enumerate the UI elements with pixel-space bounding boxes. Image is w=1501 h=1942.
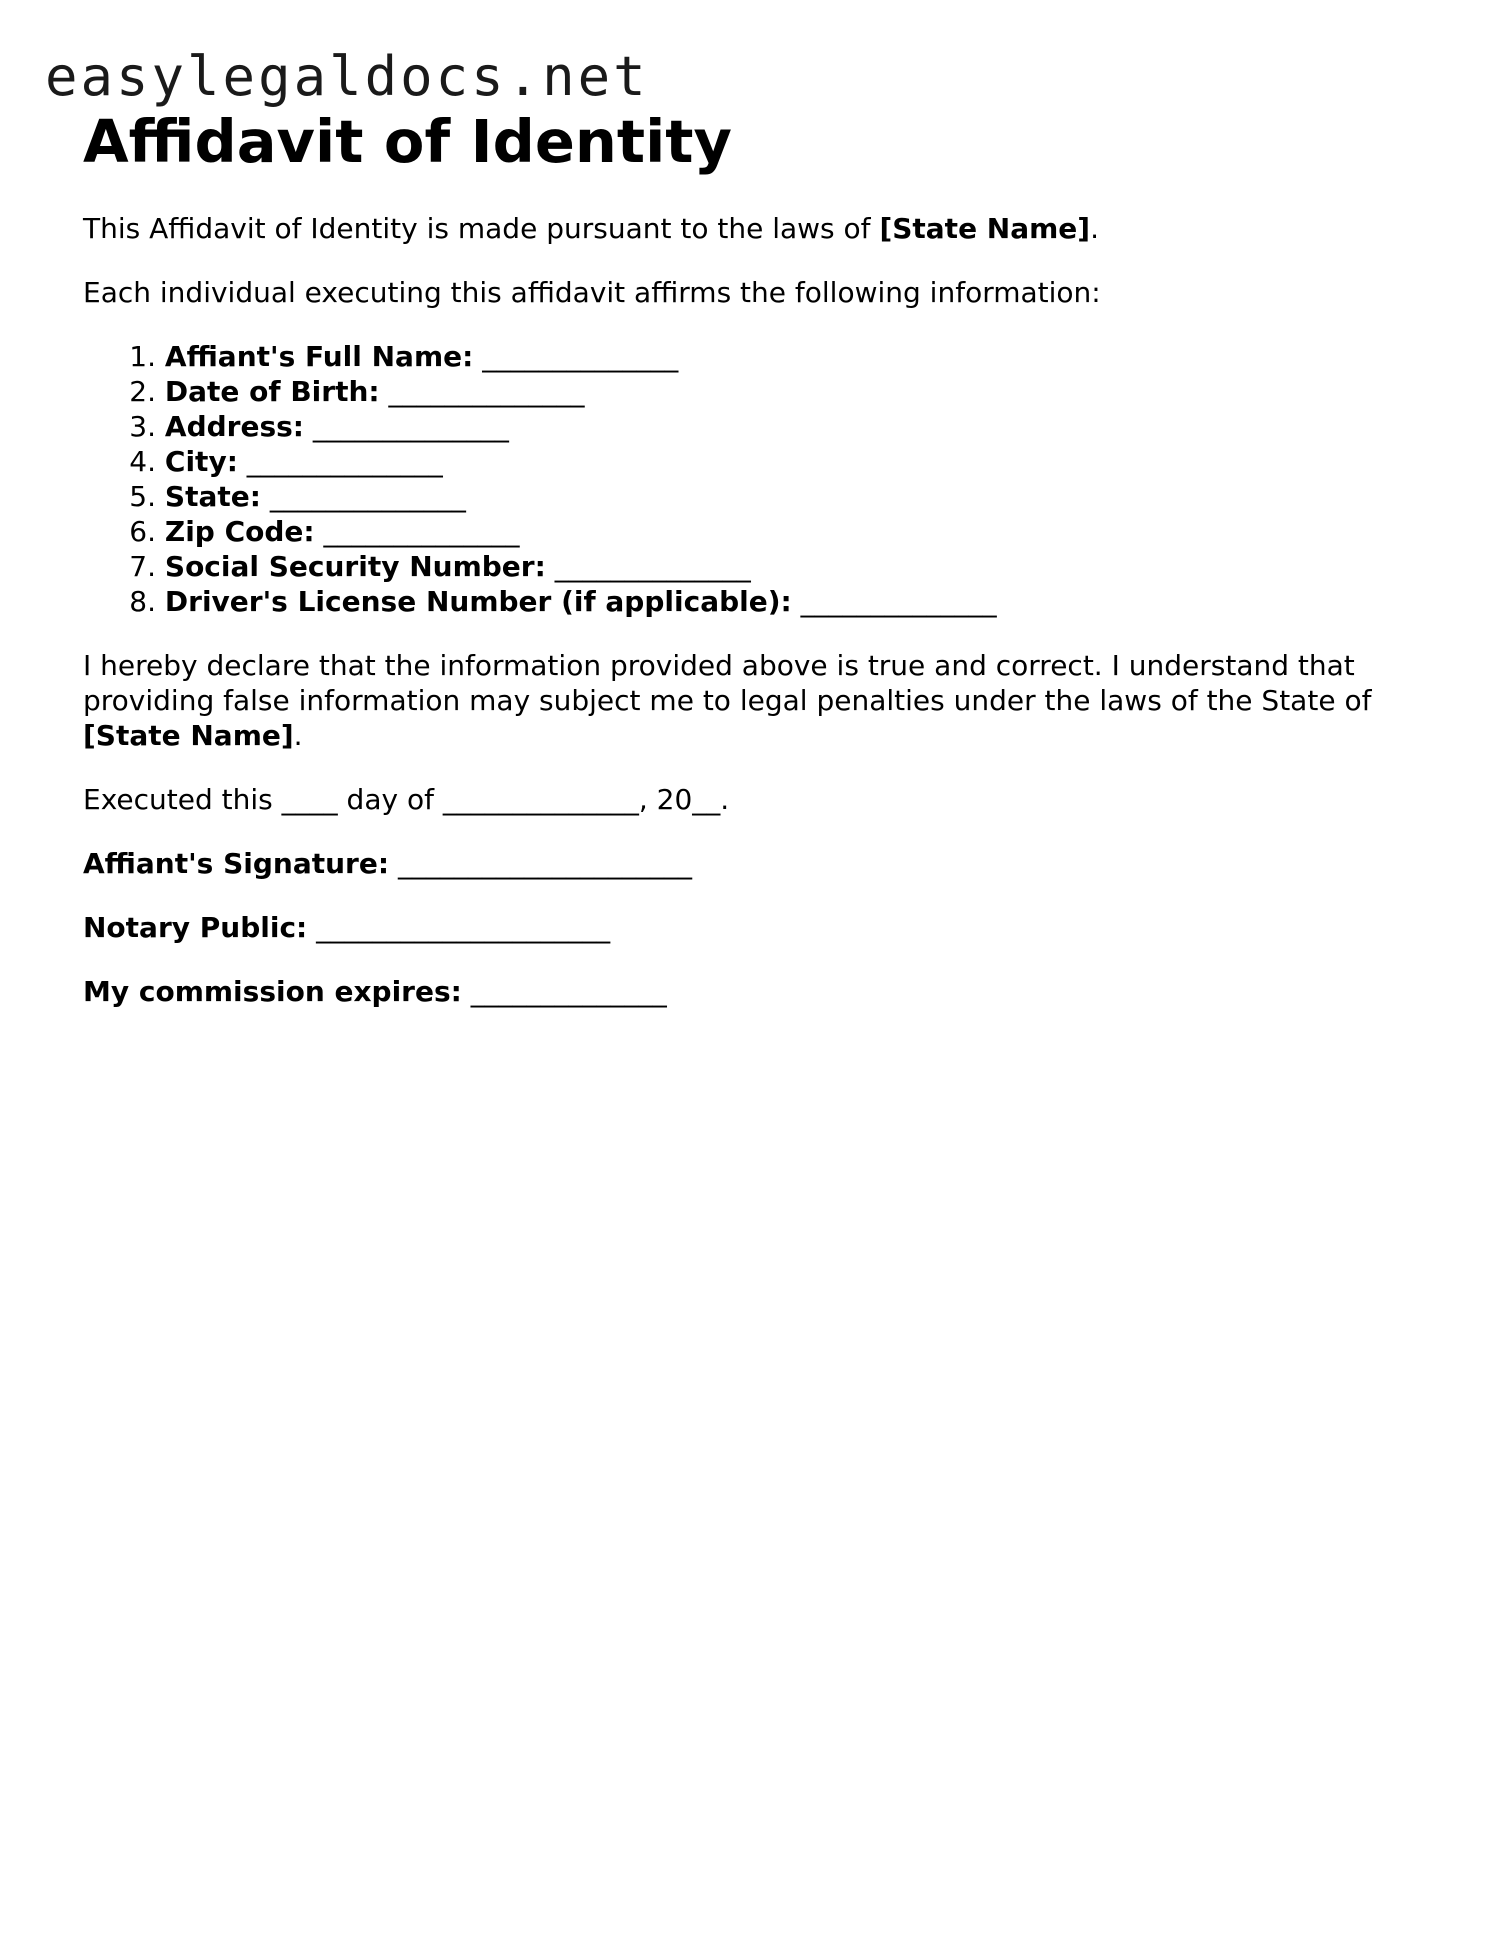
field-label: Date of Birth: bbox=[164, 375, 380, 408]
affidavit-document bbox=[83, 106, 1423, 1009]
commission-label: My commission expires: bbox=[83, 975, 462, 1008]
field-drivers-license bbox=[83, 584, 1423, 619]
commission-blank[interactable]: ______________ bbox=[470, 975, 667, 1008]
notary-blank[interactable]: _____________________ bbox=[316, 911, 611, 944]
notary-label: Notary Public: bbox=[83, 911, 308, 944]
list-number: 5. bbox=[129, 480, 156, 513]
list-number: 4. bbox=[129, 445, 156, 478]
executed-line[interactable]: Executed this ____ day of ______________, 20__. bbox=[83, 783, 730, 816]
intro-paragraph bbox=[83, 211, 1423, 246]
field-date-of-birth bbox=[83, 374, 1423, 409]
zip-code-blank[interactable]: ______________ bbox=[323, 515, 520, 548]
intro-text: This Affidavit of Identity is made pursuant to the laws of bbox=[83, 212, 880, 245]
address-blank[interactable]: ______________ bbox=[312, 410, 509, 443]
affiant-signature-line bbox=[83, 846, 1423, 881]
list-number: 8. bbox=[129, 585, 156, 618]
signature-label: Affiant's Signature: bbox=[83, 847, 390, 880]
drivers-license-blank[interactable]: ______________ bbox=[800, 585, 997, 618]
field-label: Address: bbox=[164, 410, 304, 443]
field-zip-code bbox=[83, 514, 1423, 549]
date-of-birth-blank[interactable]: ______________ bbox=[388, 375, 585, 408]
field-label: Zip Code: bbox=[164, 515, 315, 548]
list-number: 3. bbox=[129, 410, 156, 443]
intro-end: . bbox=[1090, 212, 1099, 245]
affirm-paragraph: Each individual executing this affidavit affirms the following information: bbox=[83, 276, 1101, 309]
field-full-name bbox=[83, 339, 1423, 374]
declaration-end: . bbox=[293, 719, 303, 752]
declaration-paragraph bbox=[83, 648, 1423, 753]
field-label: Social Security Number: bbox=[164, 550, 546, 583]
field-label: State: bbox=[164, 480, 261, 513]
field-state bbox=[83, 479, 1423, 514]
information-fields-list bbox=[83, 339, 1423, 619]
signature-blank[interactable]: _____________________ bbox=[397, 847, 692, 880]
field-address bbox=[83, 409, 1423, 444]
field-label: City: bbox=[164, 445, 238, 478]
full-name-blank[interactable]: ______________ bbox=[482, 340, 679, 373]
document-title: Affidavit of Identity bbox=[83, 107, 732, 176]
list-number: 2. bbox=[129, 375, 156, 408]
field-social-security-number bbox=[83, 549, 1423, 584]
list-number: 6. bbox=[129, 515, 156, 548]
commission-expires-line bbox=[83, 974, 1423, 1009]
city-blank[interactable]: ______________ bbox=[246, 445, 443, 478]
notary-public-line bbox=[83, 910, 1423, 945]
ssn-blank[interactable]: ______________ bbox=[554, 550, 751, 583]
state-name-placeholder: [State Name] bbox=[879, 212, 1091, 245]
state-blank[interactable]: ______________ bbox=[269, 480, 466, 513]
field-label: Affiant's Full Name: bbox=[164, 340, 474, 373]
watermark-logo: easylegaldocs.net bbox=[45, 45, 649, 108]
declaration-text: I hereby declare that the information provided above is true and correct. I understand that providing false information may subject me to legal penalties under the laws of the State of bbox=[83, 649, 1372, 717]
list-number: 7. bbox=[129, 550, 156, 583]
field-label: Driver's License Number (if applicable): bbox=[164, 585, 792, 618]
list-number: 1. bbox=[129, 340, 156, 373]
field-city bbox=[83, 444, 1423, 479]
state-name-placeholder: [State Name] bbox=[83, 719, 294, 752]
